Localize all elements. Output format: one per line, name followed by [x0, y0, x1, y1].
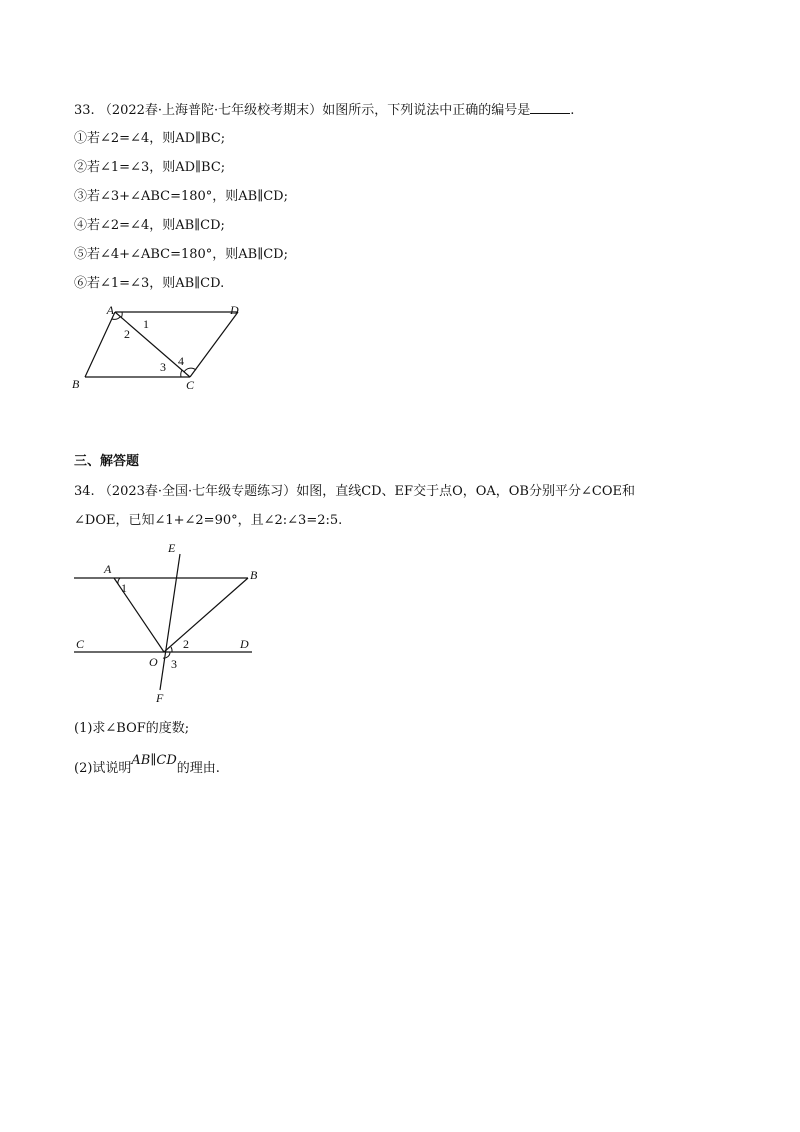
q33-stem-end: . [570, 103, 575, 118]
q33-figure [60, 300, 260, 395]
q33-stem [74, 101, 574, 120]
angle-arc-3 [163, 652, 170, 658]
q34-sub2-prefix: (2)试说明 [74, 761, 132, 776]
segment-AB [85, 312, 115, 377]
line-EF [160, 554, 180, 690]
angle-arc-A2 [112, 317, 120, 319]
q33-stem-text: 如图所示，下列说法中正确的编号是 [322, 103, 531, 118]
answer-blank[interactable] [530, 101, 570, 114]
q34-sub2 [74, 753, 220, 778]
angle-arc-A [121, 312, 122, 318]
q33-option-2: ②若∠1=∠3，则AD∥BC; [74, 160, 226, 175]
label-angle-4: 4 [178, 354, 184, 368]
q33-option-6: ⑥若∠1=∠3，则AB∥CD. [74, 276, 225, 291]
angle-arc-C [181, 370, 182, 377]
q34-stem-text-1: 如图，直线CD、EF交于点O，OA，OB分别平分∠COE和 [296, 484, 635, 499]
label-angle-1: 1 [121, 581, 127, 595]
label-O: O [149, 655, 158, 669]
q33-option-1: ①若∠2=∠4，则AD∥BC; [74, 131, 226, 146]
q34-stem-line2: ∠DOE，已知∠1+∠2=90°，且∠2:∠3=2:5. [74, 513, 343, 528]
q33-option-5: ⑤若∠4+∠ABC=180°，则AB∥CD; [74, 247, 288, 262]
label-angle-2: 2 [183, 637, 189, 651]
q34-sub2-math: AB∥CD [131, 753, 177, 768]
q34-sub1: (1)求∠BOF的度数; [74, 721, 190, 736]
q33-option-3: ③若∠3+∠ABC=180°，则AB∥CD; [74, 189, 288, 204]
label-E: E [168, 541, 176, 555]
q34-figure [70, 540, 270, 710]
label-angle-3: 3 [171, 657, 177, 671]
label-D: D [240, 637, 249, 651]
label-C: C [76, 637, 85, 651]
label-angle-1: 1 [143, 317, 149, 331]
q34-source: （2023春·全国·七年级专题练习） [98, 484, 297, 499]
label-C: C [186, 378, 195, 392]
label-angle-2: 2 [124, 327, 130, 341]
q33-option-4: ④若∠2=∠4，则AB∥CD; [74, 218, 225, 233]
q34-number: 34. [74, 484, 95, 499]
q34-sub2-suffix: 的理由. [176, 761, 220, 776]
angle-arc-2 [171, 647, 172, 652]
angle-arc-1 [118, 578, 120, 584]
label-F: F [156, 691, 164, 705]
segment-OB [164, 578, 248, 652]
label-A: A [106, 303, 114, 317]
segment-DC [190, 312, 238, 377]
label-B: B [72, 377, 80, 391]
section-title: 三、解答题 [74, 454, 140, 469]
label-D: D [230, 303, 239, 317]
label-angle-3: 3 [160, 360, 166, 374]
q34-stem-line1 [74, 483, 635, 501]
label-B: B [250, 568, 258, 582]
q33-source: （2022春·上海普陀·七年级校考期末） [98, 103, 323, 118]
label-A: A [104, 562, 112, 576]
q33-number: 33. [74, 103, 95, 118]
